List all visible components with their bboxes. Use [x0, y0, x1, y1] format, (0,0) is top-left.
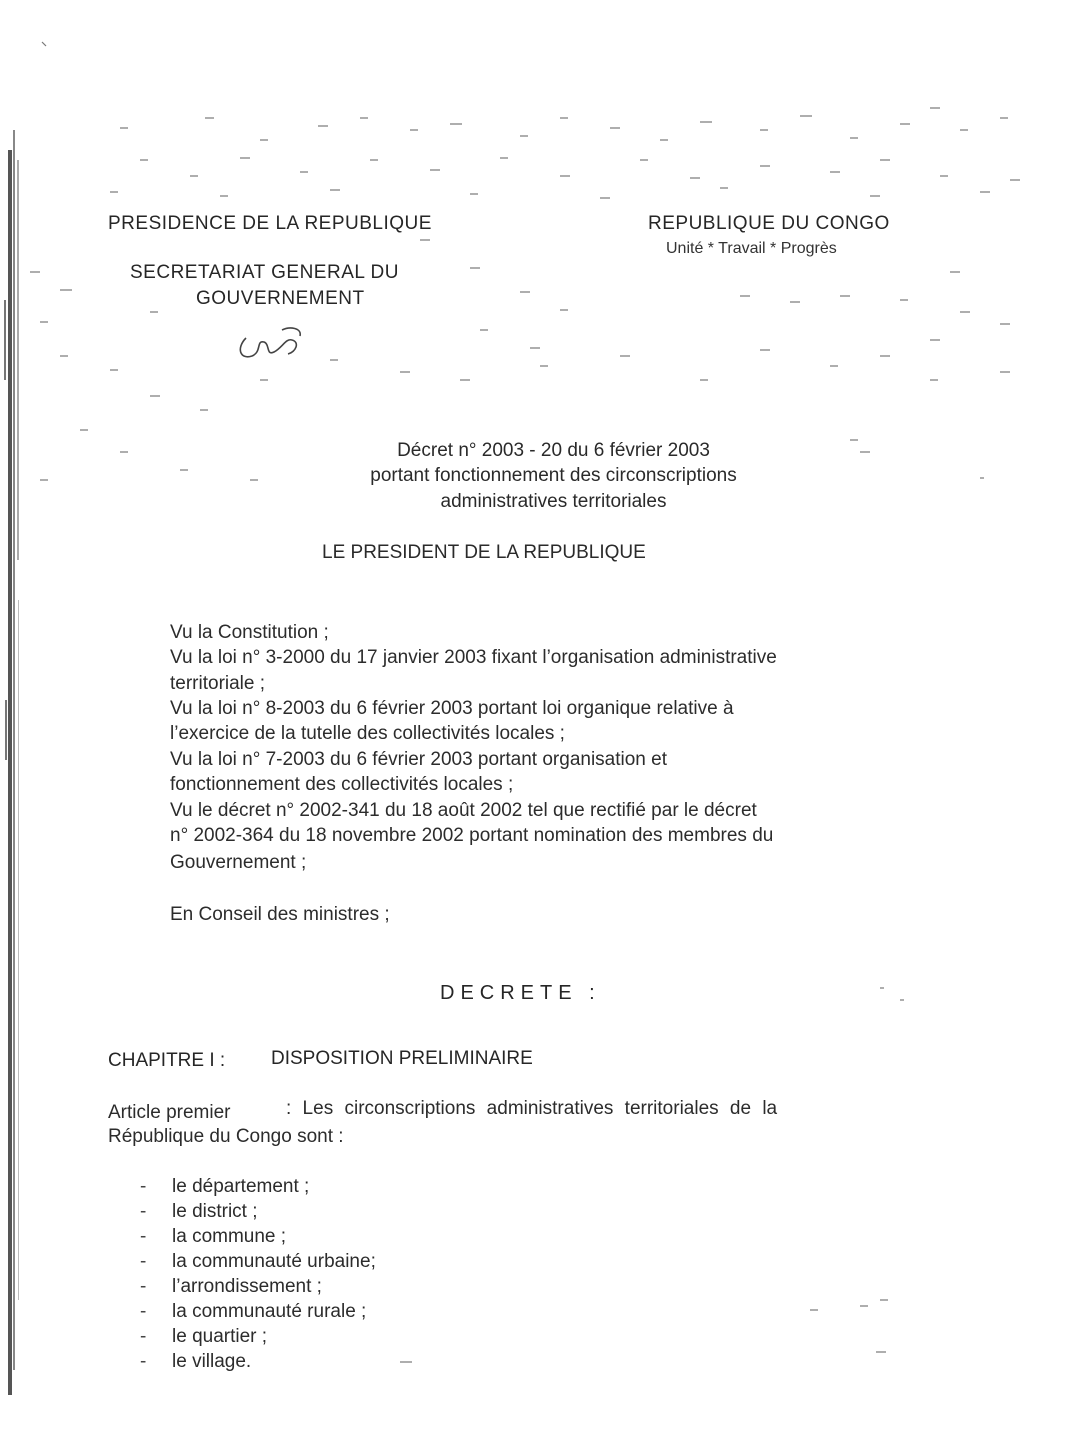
decrete-heading: DECRETE :	[440, 982, 601, 1004]
header-left-line2: SECRETARIAT GENERAL DU	[130, 262, 399, 283]
list-item-text: l’arrondissement ;	[172, 1276, 322, 1297]
visa-line: Vu la Constitution ;	[170, 622, 329, 643]
visa-line: l’exercice de la tutelle des collectivités locales ;	[170, 723, 565, 744]
visa-line: Vu la loi n° 7-2003 du 6 février 2003 portant organisation et	[170, 749, 667, 770]
chapter-title: DISPOSITION PRELIMINAIRE	[271, 1048, 533, 1069]
chapter-label: CHAPITRE I :	[108, 1050, 226, 1071]
list-item-text: le district ;	[172, 1201, 258, 1222]
header-motto: Unité * Travail * Progrès	[666, 240, 837, 257]
list-item	[140, 1199, 376, 1224]
list-item-text: le village.	[172, 1351, 252, 1372]
list-item	[140, 1349, 376, 1374]
header-left-line3: GOUVERNEMENT	[196, 288, 365, 309]
list-item	[140, 1224, 376, 1249]
header-left-line1: PRESIDENCE DE LA REPUBLIQUE	[108, 213, 432, 234]
article-label: Article premier	[108, 1102, 231, 1123]
list-marker: -	[140, 1326, 147, 1347]
article-text-line2: République du Congo sont :	[108, 1126, 344, 1147]
list-item	[140, 1299, 376, 1324]
decree-title-line3: administratives territoriales	[440, 491, 667, 512]
visa-line: fonctionnement des collectivités locales ;	[170, 774, 514, 795]
list-item	[140, 1274, 376, 1299]
list-marker: -	[140, 1251, 147, 1272]
visa-line: Vu la loi n° 3-2000 du 17 janvier 2003 fixant l’organisation administrative	[170, 647, 777, 668]
decree-title-line2: portant fonctionnement des circonscriptions	[370, 465, 737, 486]
list-marker: -	[140, 1201, 147, 1222]
decree-title-line1: Décret n° 2003 - 20 du 6 février 2003	[397, 440, 710, 461]
header-right-line1: REPUBLIQUE DU CONGO	[648, 213, 890, 234]
article-text-line1: : Les circonscriptions administratives territoriales de la	[286, 1098, 778, 1119]
visa-line: Vu le décret n° 2002-341 du 18 août 2002 tel que rectifié par le décret	[170, 800, 757, 821]
list-marker: -	[140, 1276, 147, 1297]
council-line: En Conseil des ministres ;	[170, 904, 390, 925]
list-item	[140, 1324, 376, 1349]
list-item-text: la commune ;	[172, 1226, 287, 1247]
circonscriptions-list	[140, 1174, 376, 1374]
authority-heading: LE PRESIDENT DE LA REPUBLIQUE	[322, 542, 646, 563]
list-marker: -	[140, 1226, 147, 1247]
handwritten-paraph	[240, 328, 300, 357]
visa-line: n° 2002-364 du 18 novembre 2002 portant nomination des membres du	[170, 825, 774, 846]
list-item	[140, 1249, 376, 1274]
list-marker: -	[140, 1176, 147, 1197]
list-item	[140, 1174, 376, 1199]
list-item-text: la communauté urbaine;	[172, 1251, 376, 1272]
visa-line: Vu la loi n° 8-2003 du 6 février 2003 portant loi organique relative à	[170, 698, 734, 719]
list-marker: -	[140, 1301, 147, 1322]
list-item-text: le département ;	[172, 1176, 310, 1197]
visa-line: Gouvernement ;	[170, 852, 307, 873]
list-item-text: le quartier ;	[172, 1326, 268, 1347]
left-margin-bar	[4, 130, 19, 1395]
visa-line: territoriale ;	[170, 673, 266, 694]
list-marker: -	[140, 1351, 147, 1372]
list-item-text: la communauté rurale ;	[172, 1301, 367, 1322]
